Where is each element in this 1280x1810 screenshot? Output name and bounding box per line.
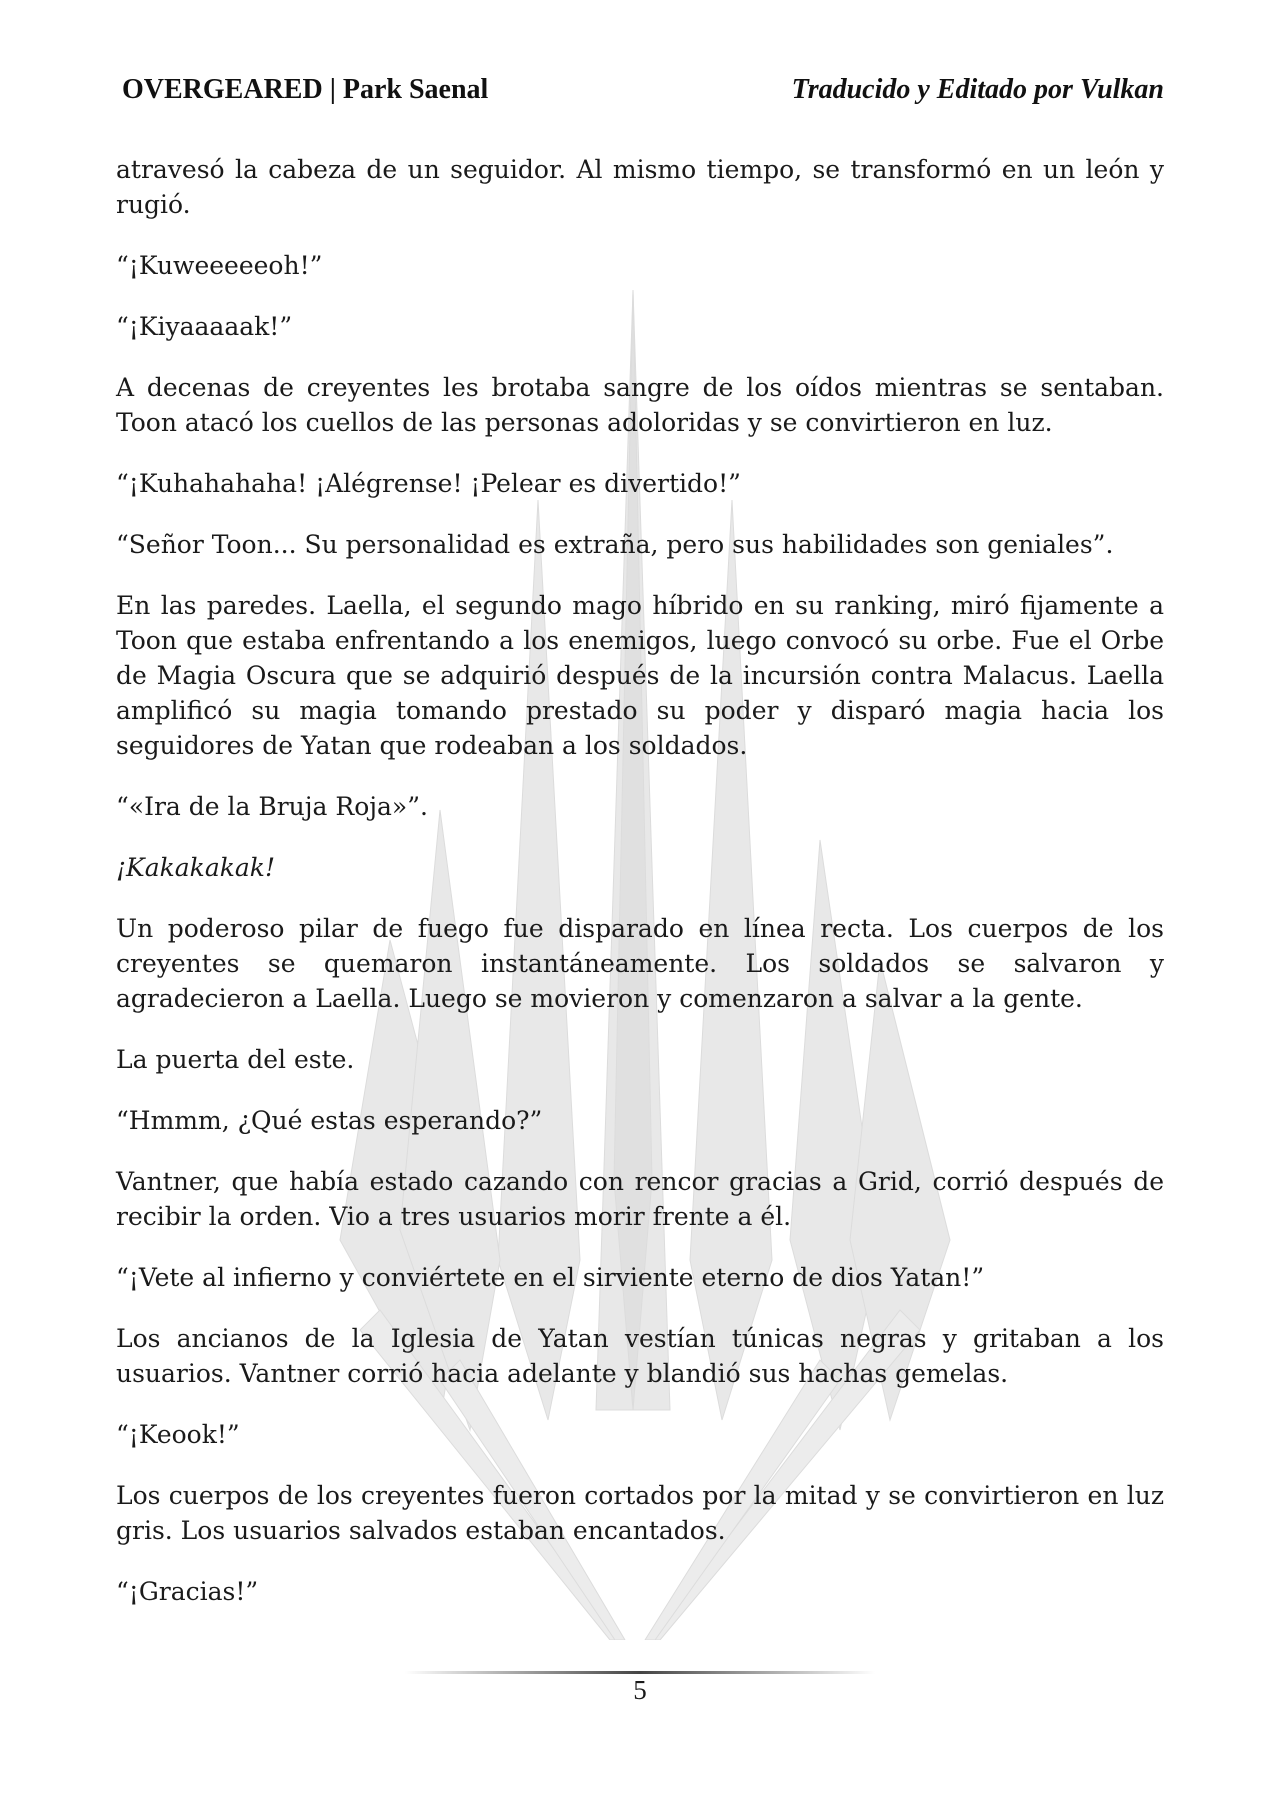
paragraph: Los ancianos de la Iglesia de Yatan vestían túnicas negras y gritaban a los usuarios. Vantner corrió hacia adelante y blandió sus hachas gemelas.	[116, 1324, 1164, 1388]
paragraph: “Señor Toon... Su personalidad es extraña, pero sus habilidades son geniales”.	[116, 530, 1114, 559]
book-title: OVERGEARED | Park Saenal	[122, 74, 489, 105]
paragraph: “¡Kuweeeeeoh!”	[116, 251, 323, 280]
paragraph-sound-effect: ¡Kakakakak!	[116, 853, 275, 882]
paragraph: “¡Keook!”	[116, 1420, 240, 1449]
paragraph: “¡Kiyaaaaak!”	[116, 312, 293, 341]
paragraph: Vantner, que había estado cazando con rencor gracias a Grid, corrió después de recibir la orden. Vio a tres usuarios morir frente a él.	[116, 1167, 1164, 1231]
paragraph: A decenas de creyentes les brotaba sangre de los oídos mientras se sentaban. Toon atacó los cuellos de las personas adoloridas y se convirtieron en luz.	[116, 373, 1164, 437]
paragraph: La puerta del este.	[116, 1045, 355, 1074]
paragraph: Un poderoso pilar de fuego fue disparado en línea recta. Los cuerpos de los creyentes se quemaron instantáneamente. Los soldados se salvaron y agradecieron a Laella. Luego se movieron y comenzaron a salvar a la gente.	[116, 914, 1164, 1013]
paragraph: En las paredes. Laella, el segundo mago híbrido en su ranking, miró fijamente a Toon que estaba enfrentando a los enemigos, luego convocó su orbe. Fue el Orbe de Magia Oscura que se adquirió después de la incursión contra Malacus. Laella amplificó su magia tomando prestado su poder y disparó magia hacia los seguidores de Yatan que rodeaban a los soldados.	[116, 591, 1164, 760]
paragraph: atravesó la cabeza de un seguidor. Al mismo tiempo, se transformó en un león y rugió.	[116, 155, 1164, 219]
paragraph: “¡Kuhahahaha! ¡Alégrense! ¡Pelear es divertido!”	[116, 469, 741, 498]
paragraph: Los cuerpos de los creyentes fueron cortados por la mitad y se convirtieron en luz gris. Los usuarios salvados estaban encantados.	[116, 1481, 1164, 1545]
paragraph: “¡Vete al infierno y conviértete en el sirviente eterno de dios Yatan!”	[116, 1263, 985, 1292]
paragraph: “«Ira de la Bruja Roja»”.	[116, 792, 428, 821]
paragraph: “Hmmm, ¿Qué estas esperando?”	[116, 1106, 543, 1135]
paragraph: “¡Gracias!”	[116, 1577, 259, 1606]
translator-credit: Traducido y Editado por Vulkan	[791, 74, 1164, 105]
page-number: 5	[633, 1675, 647, 1705]
page-body	[116, 152, 1164, 1635]
page-header	[122, 74, 1164, 114]
